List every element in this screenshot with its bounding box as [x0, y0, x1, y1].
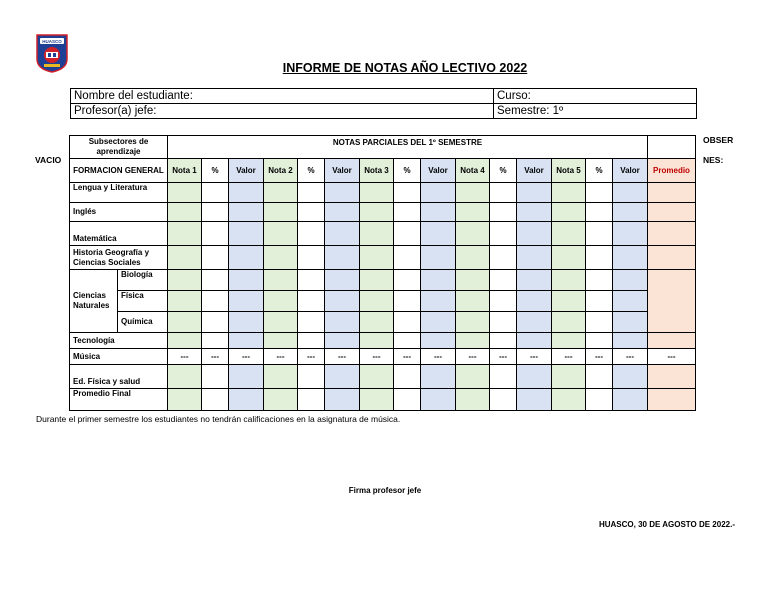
valor-cell: [325, 183, 360, 203]
valor-cell: [421, 291, 456, 312]
valor-cell: [421, 333, 456, 349]
table-row: [70, 389, 696, 411]
valor-cell: [325, 203, 360, 222]
nota-cell: [552, 291, 586, 312]
promedio-top-cell: [648, 136, 696, 159]
valor-cell: [421, 183, 456, 203]
report-title: INFORME DE NOTAS AÑO LECTIVO 2022: [282, 61, 528, 75]
nota-cell: [264, 246, 298, 270]
valor-cell: [229, 333, 264, 349]
valor-cell: [421, 222, 456, 246]
percent-cell: [394, 333, 421, 349]
dash-cell: ---: [325, 349, 360, 365]
valor-cell: [229, 183, 264, 203]
table-row: [70, 246, 696, 270]
percent-cell: [586, 365, 613, 389]
vacio-label: VACIO: [35, 155, 62, 165]
nota-cell: [168, 365, 202, 389]
col-header: %: [490, 159, 517, 183]
signature-label: Firma profesor jefe: [348, 486, 422, 495]
percent-cell: [298, 291, 325, 312]
col-header: Valor: [517, 159, 552, 183]
percent-cell: [298, 183, 325, 203]
nota-cell: [456, 291, 490, 312]
promedio-cell: [648, 183, 696, 203]
dash-cell: ---: [613, 349, 648, 365]
valor-cell: [517, 183, 552, 203]
nota-cell: [456, 246, 490, 270]
valor-cell: [325, 389, 360, 411]
promedio-header: Promedio: [648, 159, 696, 183]
table-row-musica: [70, 349, 696, 365]
nota-cell: [168, 312, 202, 333]
nota-cell: [264, 365, 298, 389]
head-teacher-label: Profesor(a) jefe:: [71, 104, 494, 119]
percent-cell: [586, 270, 613, 291]
nota-cell: [168, 222, 202, 246]
subject-ciencias: Ciencias Naturales: [70, 270, 118, 333]
nota-cell: [168, 333, 202, 349]
nota-cell: [168, 291, 202, 312]
percent-cell: [394, 291, 421, 312]
percent-cell: [394, 389, 421, 411]
percent-cell: [490, 246, 517, 270]
valor-cell: [229, 246, 264, 270]
observaciones-label-1: OBSER: [703, 135, 734, 145]
col-header: Nota 3: [360, 159, 394, 183]
valor-cell: [613, 183, 648, 203]
nota-cell: [264, 333, 298, 349]
nota-cell: [552, 246, 586, 270]
subject-quimica: Química: [118, 312, 168, 333]
table-row: [70, 365, 696, 389]
table-row: [70, 291, 696, 312]
valor-cell: [613, 333, 648, 349]
nota-cell: [552, 365, 586, 389]
nota-cell: [360, 333, 394, 349]
valor-cell: [517, 333, 552, 349]
dash-cell: ---: [202, 349, 229, 365]
valor-cell: [517, 365, 552, 389]
percent-cell: [490, 291, 517, 312]
valor-cell: [229, 365, 264, 389]
percent-cell: [298, 246, 325, 270]
music-note: Durante el primer semestre los estudiantes no tendrán calificaciones en la asignatura de música.: [36, 414, 401, 424]
valor-cell: [229, 203, 264, 222]
svg-text:HUASCO: HUASCO: [42, 39, 62, 44]
percent-cell: [298, 312, 325, 333]
nota-cell: [264, 312, 298, 333]
valor-cell: [517, 270, 552, 291]
percent-cell: [298, 270, 325, 291]
student-name-label: Nombre del estudiante:: [71, 89, 494, 104]
dash-cell: ---: [490, 349, 517, 365]
valor-cell: [517, 291, 552, 312]
col-header: %: [586, 159, 613, 183]
subsectores-header: Subsectores de aprendizaje: [70, 136, 168, 159]
percent-cell: [394, 222, 421, 246]
percent-cell: [394, 365, 421, 389]
valor-cell: [613, 312, 648, 333]
dash-cell: ---: [421, 349, 456, 365]
valor-cell: [421, 365, 456, 389]
column-header-row: [70, 159, 696, 183]
percent-cell: [586, 291, 613, 312]
promedio-cell: [648, 389, 696, 411]
dash-cell: ---: [552, 349, 586, 365]
nota-cell: [456, 365, 490, 389]
dash-cell: ---: [456, 349, 490, 365]
percent-cell: [202, 246, 229, 270]
valor-cell: [229, 222, 264, 246]
dash-cell: ---: [394, 349, 421, 365]
subject-promedio-final: Promedio Final: [70, 389, 168, 411]
col-header: Valor: [613, 159, 648, 183]
nota-cell: [552, 270, 586, 291]
percent-cell: [298, 222, 325, 246]
subject-matematica: Matemática: [70, 222, 168, 246]
valor-cell: [517, 203, 552, 222]
percent-cell: [394, 270, 421, 291]
col-header: Valor: [325, 159, 360, 183]
percent-cell: [202, 183, 229, 203]
nota-cell: [360, 291, 394, 312]
valor-cell: [229, 270, 264, 291]
percent-cell: [586, 222, 613, 246]
formacion-general-header: FORMACION GENERAL: [70, 159, 168, 183]
subject-lengua: Lengua y Literatura: [70, 183, 168, 203]
nota-cell: [360, 365, 394, 389]
nota-cell: [360, 312, 394, 333]
percent-cell: [586, 333, 613, 349]
nota-cell: [360, 203, 394, 222]
nota-cell: [264, 222, 298, 246]
nota-cell: [456, 270, 490, 291]
percent-cell: [490, 312, 517, 333]
col-header: Nota 5: [552, 159, 586, 183]
col-header: Nota 1: [168, 159, 202, 183]
table-row: [70, 333, 696, 349]
nota-cell: [168, 270, 202, 291]
valor-cell: [325, 312, 360, 333]
subject-historia: Historia Geografía y Ciencias Sociales: [70, 246, 168, 270]
nota-cell: [360, 270, 394, 291]
valor-cell: [421, 312, 456, 333]
col-header: Nota 4: [456, 159, 490, 183]
dash-cell: ---: [229, 349, 264, 365]
percent-cell: [490, 389, 517, 411]
valor-cell: [613, 365, 648, 389]
nota-cell: [360, 246, 394, 270]
nota-cell: [552, 312, 586, 333]
percent-cell: [394, 312, 421, 333]
valor-cell: [229, 291, 264, 312]
dash-cell: ---: [586, 349, 613, 365]
school-logo: [35, 33, 69, 73]
dash-cell: ---: [298, 349, 325, 365]
percent-cell: [586, 203, 613, 222]
valor-cell: [517, 246, 552, 270]
nota-cell: [360, 389, 394, 411]
col-header: %: [202, 159, 229, 183]
valor-cell: [517, 222, 552, 246]
table-row: [70, 312, 696, 333]
valor-cell: [613, 270, 648, 291]
promedio-cell: [648, 203, 696, 222]
nota-cell: [552, 389, 586, 411]
nota-cell: [168, 389, 202, 411]
valor-cell: [613, 291, 648, 312]
subject-edfisica: Ed. Física y salud: [70, 365, 168, 389]
valor-cell: [421, 389, 456, 411]
col-header: %: [298, 159, 325, 183]
col-header: %: [394, 159, 421, 183]
dash-cell: ---: [264, 349, 298, 365]
percent-cell: [202, 389, 229, 411]
nota-cell: [456, 312, 490, 333]
dash-cell: ---: [648, 349, 696, 365]
percent-cell: [298, 365, 325, 389]
valor-cell: [613, 222, 648, 246]
observaciones-label-2: NES:: [703, 155, 724, 165]
percent-cell: [298, 389, 325, 411]
subject-musica: Música: [70, 349, 168, 365]
percent-cell: [202, 312, 229, 333]
subject-biologia: Biología: [118, 270, 168, 291]
nota-cell: [168, 246, 202, 270]
table-row: [70, 222, 696, 246]
valor-cell: [229, 389, 264, 411]
nota-cell: [360, 183, 394, 203]
subject-ingles: Inglés: [70, 203, 168, 222]
grades-table: [69, 135, 696, 411]
percent-cell: [202, 291, 229, 312]
valor-cell: [613, 203, 648, 222]
nota-cell: [168, 203, 202, 222]
nota-cell: [552, 183, 586, 203]
valor-cell: [325, 270, 360, 291]
nota-cell: [264, 291, 298, 312]
percent-cell: [202, 333, 229, 349]
nota-cell: [360, 222, 394, 246]
nota-cell: [264, 270, 298, 291]
valor-cell: [325, 222, 360, 246]
percent-cell: [586, 246, 613, 270]
nota-cell: [456, 203, 490, 222]
valor-cell: [421, 246, 456, 270]
valor-cell: [613, 389, 648, 411]
nota-cell: [456, 333, 490, 349]
promedio-cell: [648, 246, 696, 270]
percent-cell: [490, 270, 517, 291]
promedio-cell: [648, 222, 696, 246]
valor-cell: [421, 203, 456, 222]
dash-cell: ---: [168, 349, 202, 365]
promedio-cell: [648, 333, 696, 349]
valor-cell: [421, 270, 456, 291]
course-label: Curso:: [494, 89, 697, 104]
nota-cell: [168, 183, 202, 203]
subject-fisica: Física: [118, 291, 168, 312]
dash-cell: ---: [360, 349, 394, 365]
nota-cell: [264, 183, 298, 203]
nota-cell: [456, 183, 490, 203]
promedio-cell: [648, 270, 696, 333]
nota-cell: [264, 389, 298, 411]
percent-cell: [490, 333, 517, 349]
table-row: [70, 203, 696, 222]
student-info-table: [70, 88, 697, 119]
valor-cell: [325, 365, 360, 389]
nota-cell: [264, 203, 298, 222]
percent-cell: [586, 183, 613, 203]
percent-cell: [298, 203, 325, 222]
percent-cell: [394, 246, 421, 270]
percent-cell: [394, 203, 421, 222]
valor-cell: [517, 389, 552, 411]
table-row: [70, 183, 696, 203]
percent-cell: [490, 183, 517, 203]
percent-cell: [490, 203, 517, 222]
semester-label: Semestre: 1º: [494, 104, 697, 119]
valor-cell: [517, 312, 552, 333]
nota-cell: [456, 222, 490, 246]
dash-cell: ---: [517, 349, 552, 365]
table-row: [70, 270, 696, 291]
promedio-cell: [648, 365, 696, 389]
percent-cell: [586, 312, 613, 333]
percent-cell: [202, 222, 229, 246]
nota-cell: [456, 389, 490, 411]
percent-cell: [586, 389, 613, 411]
date-place-label: HUASCO, 30 DE AGOSTO DE 2022.-: [598, 520, 735, 529]
notas-parciales-header: NOTAS PARCIALES DEL 1º SEMESTRE: [168, 136, 648, 159]
percent-cell: [202, 365, 229, 389]
percent-cell: [490, 222, 517, 246]
nota-cell: [552, 203, 586, 222]
nota-cell: [552, 333, 586, 349]
valor-cell: [325, 246, 360, 270]
col-header: Valor: [229, 159, 264, 183]
percent-cell: [490, 365, 517, 389]
col-header: Nota 2: [264, 159, 298, 183]
percent-cell: [394, 183, 421, 203]
valor-cell: [325, 291, 360, 312]
nota-cell: [552, 222, 586, 246]
valor-cell: [229, 312, 264, 333]
percent-cell: [298, 333, 325, 349]
valor-cell: [325, 333, 360, 349]
percent-cell: [202, 203, 229, 222]
valor-cell: [613, 246, 648, 270]
col-header: Valor: [421, 159, 456, 183]
subject-tecnologia: Tecnología: [70, 333, 168, 349]
percent-cell: [202, 270, 229, 291]
